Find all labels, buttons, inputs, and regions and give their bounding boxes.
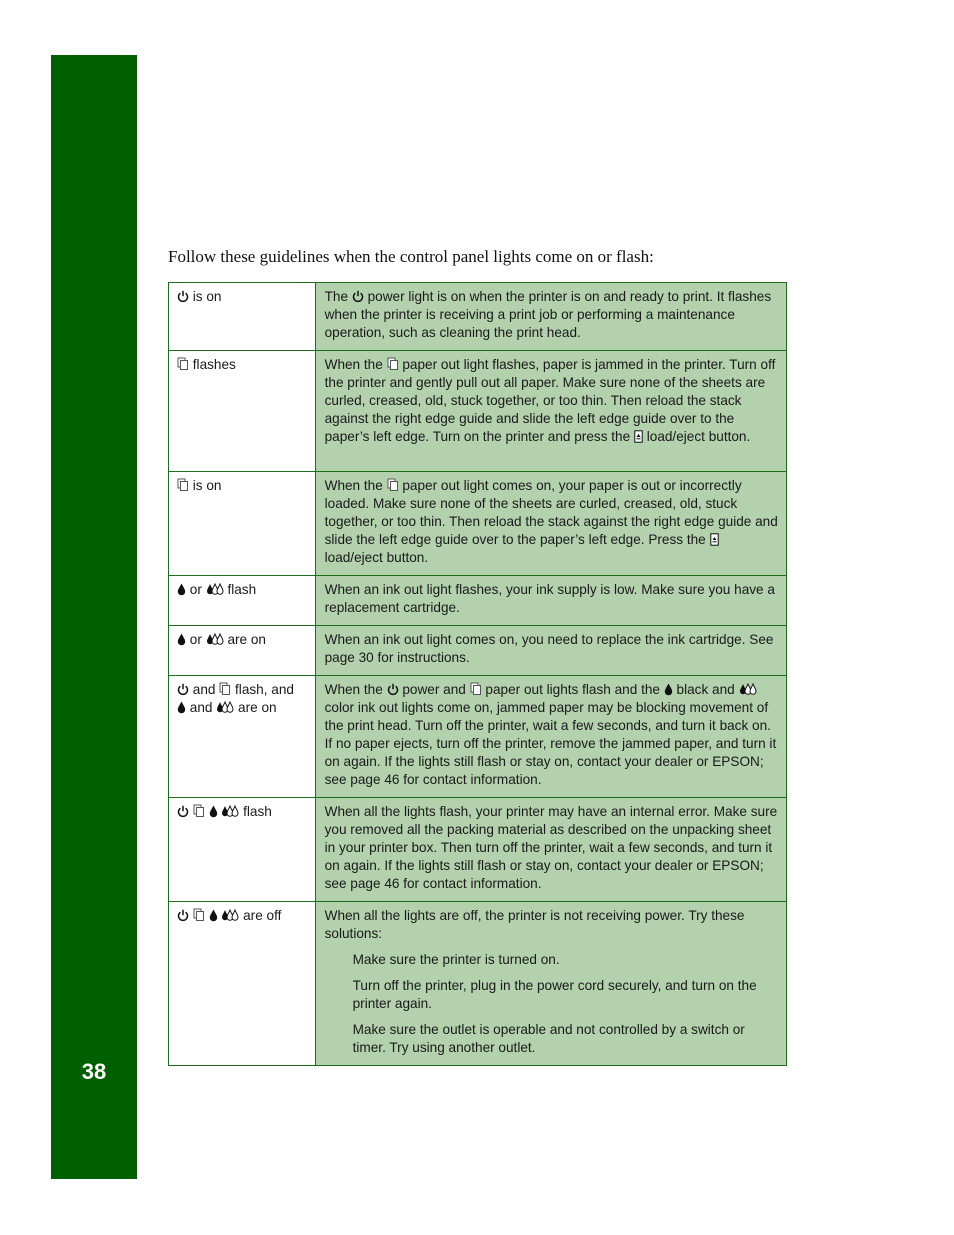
description-cell <box>315 798 786 902</box>
condition-text: and <box>192 682 216 697</box>
black-ink-drop-icon <box>664 683 673 696</box>
light-condition-cell <box>169 283 316 351</box>
black-ink-drop-icon <box>209 805 218 818</box>
description-cell <box>315 283 786 351</box>
black-ink-drop-icon <box>177 583 186 596</box>
solution-item: Make sure the printer is turned on. <box>352 952 560 967</box>
black-ink-drop-icon <box>177 701 186 714</box>
black-ink-drop-icon <box>177 633 186 646</box>
condition-text: flash <box>243 804 272 819</box>
description-text: load/eject button. <box>324 550 429 565</box>
table-row <box>169 798 787 902</box>
color-ink-drops-icon <box>206 633 224 646</box>
condition-text: or <box>189 582 202 597</box>
description-text: paper out light comes on, your paper is out or incorrectly loaded. Make sure none of the sheets are curled, creased, old, stuck together, or too thin. Then reload the stack against the right edge guide and slide the left edge guide over to the paper’s left edge. Press the <box>324 478 778 547</box>
condition-text: are on <box>238 700 277 715</box>
table-row <box>169 902 787 1066</box>
description-text: When the <box>324 357 383 372</box>
control-panel-lights-table <box>168 282 787 1066</box>
description-cell <box>315 902 786 1066</box>
table-row <box>169 351 787 472</box>
description-cell <box>315 676 786 798</box>
table-row <box>169 576 787 626</box>
description-text: When all the lights flash, your printer may have an internal error. Make sure you removed all the packing material as described on the unpacking sheet in your printer box. Then turn off the printer, wait a few seconds, and turn it on again. If the lights still flash or stay on, contact your dealer or EPSON; see page 46 for contact information. <box>324 804 778 891</box>
description-text: When an ink out light flashes, your ink supply is low. Make sure you have a replacement cartridge. <box>324 582 775 615</box>
power-icon <box>177 290 189 303</box>
color-ink-drops-icon <box>221 805 239 818</box>
description-text: When an ink out light comes on, you need to replace the ink cartridge. See page 30 for instructions. <box>324 632 774 665</box>
condition-text: and <box>189 700 213 715</box>
description-cell <box>315 576 786 626</box>
paper-out-icon <box>193 908 205 922</box>
condition-text: flashes <box>192 357 236 372</box>
description-text: paper out light flashes, paper is jammed in the printer. Turn off the printer and gently pull out all paper. Make sure none of the sheets are curled, creased, old, stuck together, or too thin. Then reload the stack against the right edge guide and slide the left edge guide over to the paper’s left edge. Turn on the printer and press the <box>324 357 776 444</box>
table-row <box>169 472 787 576</box>
light-condition-cell <box>169 472 316 576</box>
condition-text: flash, and <box>235 682 294 697</box>
description-text: power and <box>402 682 466 697</box>
description-text: load/eject button. <box>646 429 751 444</box>
power-icon <box>352 290 364 303</box>
power-icon <box>177 683 189 696</box>
condition-text: is on <box>192 289 222 304</box>
solution-item: Make sure the outlet is operable and not controlled by a switch or timer. Try using another outlet. <box>352 1022 745 1055</box>
description-text: color ink out lights come on, jammed paper may be blocking movement of the print head. Turn off the printer, wait a few seconds, and turn it back on. If no paper ejects, turn off the printer, remove the jammed paper, and turn it on again. If the lights still flash or stay on, contact your dealer or EPSON; see page 46 for contact information. <box>324 700 777 787</box>
condition-text: flash <box>227 582 257 597</box>
paper-out-icon <box>387 478 399 492</box>
light-condition-cell <box>169 576 316 626</box>
paper-out-icon <box>470 682 482 696</box>
power-icon <box>177 805 189 818</box>
description-text: paper out lights flash and the <box>485 682 660 697</box>
color-ink-drops-icon <box>206 583 224 596</box>
load-eject-icon <box>634 430 643 443</box>
load-eject-icon <box>710 533 719 546</box>
color-ink-drops-icon <box>216 701 234 714</box>
light-condition-cell <box>169 351 316 472</box>
description-text: power light is on when the printer is on and ready to print. It flashes when the printer is receiving a print job or performing a maintenance operation, such as cleaning the print head. <box>324 289 772 340</box>
condition-text: are on <box>227 632 266 647</box>
table-row <box>169 283 787 351</box>
paper-out-icon <box>177 478 189 492</box>
light-condition-cell <box>169 676 316 798</box>
light-condition-cell <box>169 798 316 902</box>
description-text: When the <box>324 478 383 493</box>
paper-out-icon <box>219 682 231 696</box>
table-row <box>169 676 787 798</box>
solution-item: Turn off the printer, plug in the power cord securely, and turn on the printer again. <box>352 978 757 1011</box>
light-condition-cell <box>169 902 316 1066</box>
description-cell <box>315 626 786 676</box>
color-ink-drops-icon <box>221 909 239 922</box>
description-text: When the <box>324 682 383 697</box>
page-number: 38 <box>81 1059 107 1084</box>
paper-out-icon <box>177 357 189 371</box>
intro-text: Follow these guidelines when the control panel lights come on or flash: <box>168 247 654 266</box>
description-cell <box>315 472 786 576</box>
description-text: The <box>324 289 349 304</box>
table-row <box>169 626 787 676</box>
light-condition-cell <box>169 626 316 676</box>
condition-text: or <box>189 632 202 647</box>
condition-text: are off <box>243 908 282 923</box>
black-ink-drop-icon <box>209 909 218 922</box>
power-icon <box>387 683 399 696</box>
condition-text: is on <box>192 478 222 493</box>
paper-out-icon <box>387 357 399 371</box>
paper-out-icon <box>193 804 205 818</box>
sidebar-band <box>51 55 137 1179</box>
color-ink-drops-icon <box>739 683 757 696</box>
description-text: black and <box>676 682 735 697</box>
description-cell <box>315 351 786 472</box>
power-icon <box>177 909 189 922</box>
description-text: When all the lights are off, the printer is not receiving power. Try these solutions: <box>324 908 745 941</box>
